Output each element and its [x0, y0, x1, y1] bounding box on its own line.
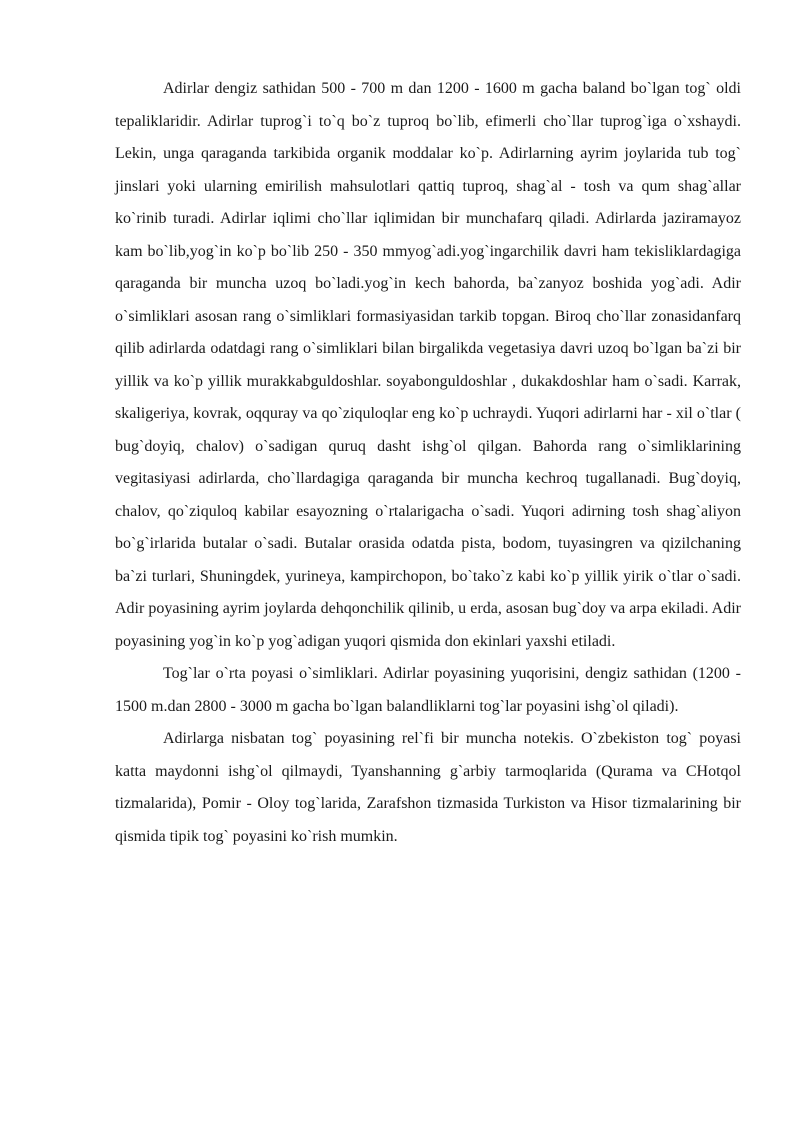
paragraph-tog-poyasi-relfi: Adirlarga nisbatan tog` poyasining rel`fi bir muncha notekis. O`zbekiston tog` poyasi katta maydonni ishg`ol qilmaydi, Tyanshanning g`arbiy tarmoqlarida (Qurama va CHotqol tizmalarida), Pomir - Oloy tog`larida, Zarafshon tizmasida Turkiston va Hisor tizmalarining bir qismida tipik tog` poyasini ko`rish mumkin.: [115, 730, 741, 845]
paragraph-toglar-orta-poyasi: Tog`lar o`rta poyasi o`simliklari. Adirlar poyasining yuqorisini, dengiz sathidan (1200 - 1500 m.dan 2800 - 3000 m gacha bo`lgan balandliklarni tog`lar poyasini ishg`ol qiladi).: [115, 665, 741, 715]
document-body: [115, 73, 741, 853]
paragraph-adirlar: Adirlar dengiz sathidan 500 - 700 m dan 1200 - 1600 m gacha baland bo`lgan tog` oldi tepaliklaridir. Adirlar tuprog`i to`q bo`z tuproq bo`lib, efimerli cho`llar tuprog`iga o`xshaydi. Lekin, unga qaraganda tarkibida organik moddalar ko`p. Adirlarning ayrim joylarida tub tog` jinslari yoki ularning emirilish mahsulotlari qattiq tuproq, shag`al - tosh va qum shag`allar ko`rinib turadi. Adirlar iqlimi cho`llar iqlimidan bir munchafarq qiladi. Adirlarda jaziramayoz kam bo`lib,yog`in ko`p bo`lib 250 - 350 mmyog`adi.yog`ingarchilik davri ham tekisliklardagiga qaraganda bir muncha uzoq bo`ladi.yog`in kech bahorda, ba`zanyoz boshida yog`adi. Adir o`simliklari asosan rang o`simliklari formasiyasidan tarkib topgan. Biroq cho`llar zonasidanfarq qilib adirlarda odatdagi rang o`simliklari bilan birgalikda vegetasiya davri uzoq bo`lgan ba`zi bir yillik va ko`p yillik murakkabguldoshlar. soyabonguldoshlar , dukakdoshlar ham o`sadi. Karrak, skaligeriya, kovrak, oqquray va qo`ziquloqlar eng ko`p uchraydi. Yuqori adirlarni har - xil o`tlar ( bug`doyiq, chalov) o`sadigan quruq dasht ishg`ol qilgan. Bahorda rang o`simliklarining vegitasiyasi adirlarda, cho`llardagiga qaraganda bir muncha kechroq tugallanadi. Bug`doyiq, chalov, qo`ziquloq kabilar esayozning o`rtalarigacha o`sadi. Yuqori adirning tosh shag`aliyon bo`g`irlarida butalar o`sadi. Butalar orasida odatda pista, bodom, tuyasingren va qizilchaning ba`zi turlari, Shuningdek, yurineya, kampirchopon, bo`tako`z kabi ko`p yillik yirik o`tlar o`sadi. Adir poyasining ayrim joylarda dehqonchilik qilinib, u erda, asosan bug`doy va arpa ekiladi. Adir poyasining yog`in ko`p yog`adigan yuqori qismida don ekinlari yaxshi etiladi.: [115, 80, 741, 650]
